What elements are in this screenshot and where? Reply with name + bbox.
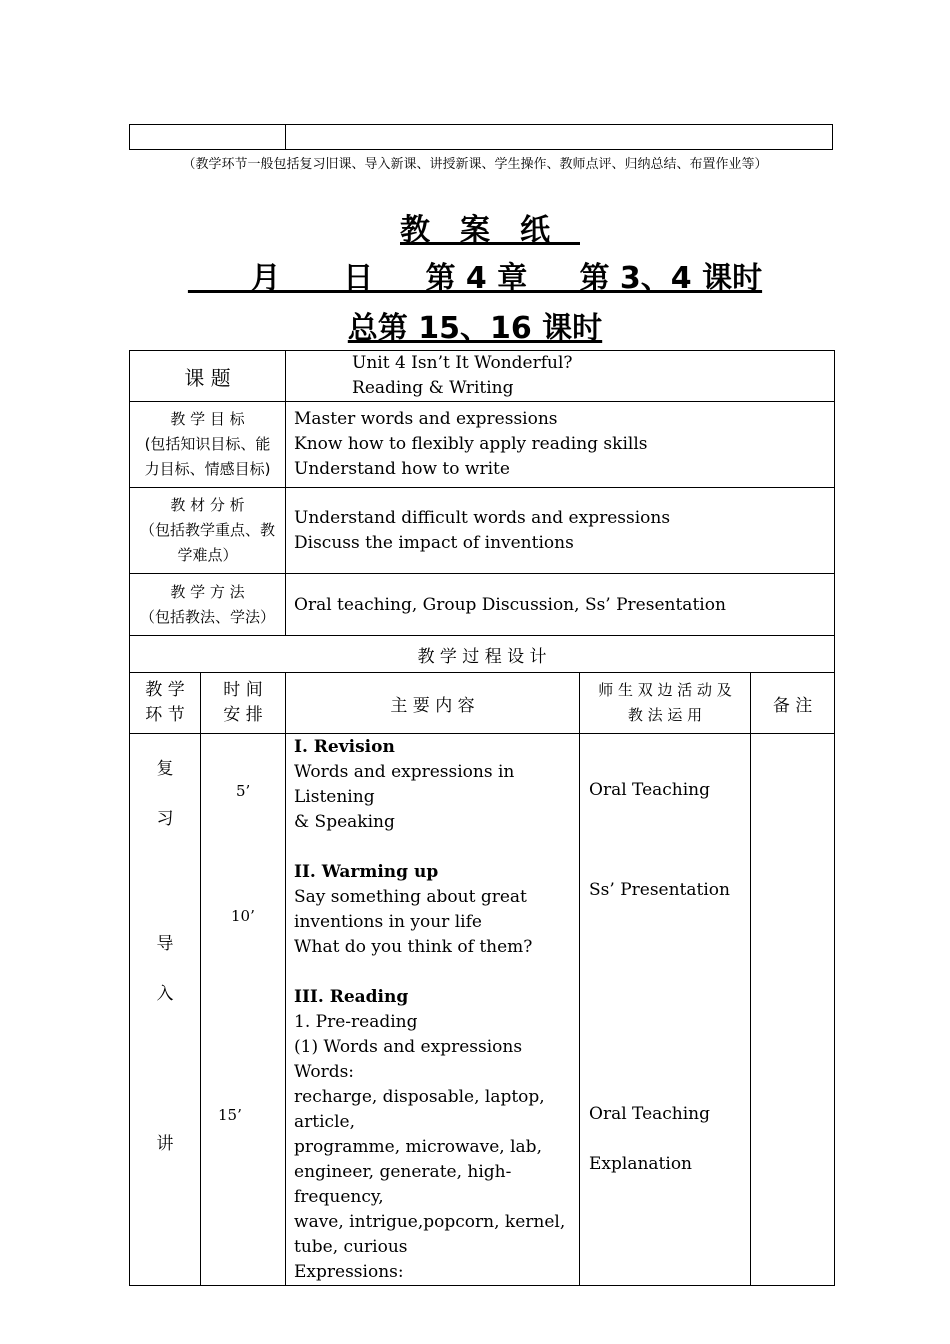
header-activity [580,673,751,734]
header-time-2: 安 排 [223,705,263,725]
header-step-2: 环 节 [145,705,185,725]
section-heading: II. Warming up [294,862,439,882]
process-title: 教 学 过 程 设 计 [130,636,835,673]
objectives-label-3: 力目标、情感目标) [144,460,271,478]
activity-item: Explanation [589,1154,693,1174]
methods-row [130,574,835,636]
topic-line-2: Reading & Writing [352,378,514,398]
activity-item: Oral Teaching [589,780,711,800]
content-line: Words and expressions in Listening [294,762,515,807]
step-char: 复 [156,759,174,779]
header-step-1: 教 学 [145,680,185,700]
analysis-row [130,488,835,574]
objectives-value [286,402,835,488]
content-line: inventions in your life [294,912,482,932]
process-body-row [130,734,835,1286]
content-line: wave, intrigue,popcorn, kernel, [294,1212,566,1232]
header-time-1: 时 间 [223,680,263,700]
remark-column [751,734,835,1286]
top-table-divider [285,125,286,149]
content-line: programme, microwave, lab, [294,1137,542,1157]
page-title: 教案纸 [400,213,580,248]
header-activity-2: 教 法 运 用 [627,706,703,724]
step-column [130,734,201,1286]
step-char: 入 [156,984,174,1004]
topic-row [130,351,835,402]
methods-label-1: 教 学 方 法 [170,582,245,601]
date-chapter-line: 月 日 第 4 章 第 3、4 课时 [187,261,763,296]
objectives-row [130,402,835,488]
content-line: tube, curious [294,1237,408,1257]
analysis-value [286,488,835,574]
objectives-label-1: 教 学 目 标 [170,410,245,428]
analysis-label-1: 教 材 分 析 [170,496,245,514]
topic-value [286,351,835,402]
top-empty-table [129,124,833,150]
time-column [201,734,286,1286]
content-column [286,734,580,1286]
header-time [201,673,286,734]
process-title-row [130,636,835,673]
total-lesson-line: 总第 15、16 课时 [347,311,603,346]
activity-item: Oral Teaching [589,1104,711,1124]
time-value: 15’ [218,1106,242,1124]
content-line: & Speaking [294,812,395,832]
content-line: engineer, generate, high-frequency, [294,1162,512,1207]
section-heading: I. Revision [294,737,395,757]
header-step [130,673,201,734]
content-line: Words: [294,1062,355,1082]
objectives-label [130,402,286,488]
objectives-label-2: (包括知识目标、能 [144,435,271,453]
section-heading: III. Reading [294,987,409,1007]
objective-item: Master words and expressions [294,409,558,429]
header-content: 主 要 内 容 [286,673,580,734]
content-line: Say something about great [294,887,527,907]
content-line: Expressions: [294,1262,404,1282]
time-value: 5’ [236,782,251,800]
analysis-label [130,488,286,574]
analysis-item: Discuss the impact of inventions [294,532,574,553]
activity-item: Ss’ Presentation [589,880,730,900]
teaching-steps-note: （教学环节一般包括复习旧课、导入新课、讲授新课、学生操作、教师点评、归纳总结、布置作业等） [182,157,768,172]
header-remark: 备 注 [751,673,835,734]
step-char: 导 [156,934,174,954]
analysis-label-2: （包括教学重点、教 [140,521,276,539]
content-line: What do you think of them? [294,937,533,957]
step-char: 讲 [156,1134,174,1154]
header-activity-1: 师 生 双 边 活 动 及 [598,681,732,699]
methods-label [130,574,286,636]
methods-value: Oral teaching, Group Discussion, Ss’ Presentation [286,574,835,636]
methods-label-2: （包括教法、学法） [140,607,276,626]
topic-label: 课 题 [130,351,286,402]
content-line: 1. Pre-reading [294,1012,418,1032]
header-row [130,673,835,734]
lesson-plan-table [129,350,835,1286]
activity-column [580,734,751,1286]
content-line: (1) Words and expressions [294,1037,523,1057]
analysis-label-3: 学难点） [177,546,238,564]
objective-item: Understand how to write [294,459,510,479]
time-value: 10’ [231,907,255,925]
step-char: 习 [156,809,174,829]
topic-line-1: Unit 4 Isn’t It Wonderful? [352,353,573,373]
objective-item: Know how to flexibly apply reading skills [294,434,648,454]
analysis-item: Understand difficult words and expressions [294,507,671,528]
content-line: recharge, disposable, laptop, article, [294,1087,545,1132]
